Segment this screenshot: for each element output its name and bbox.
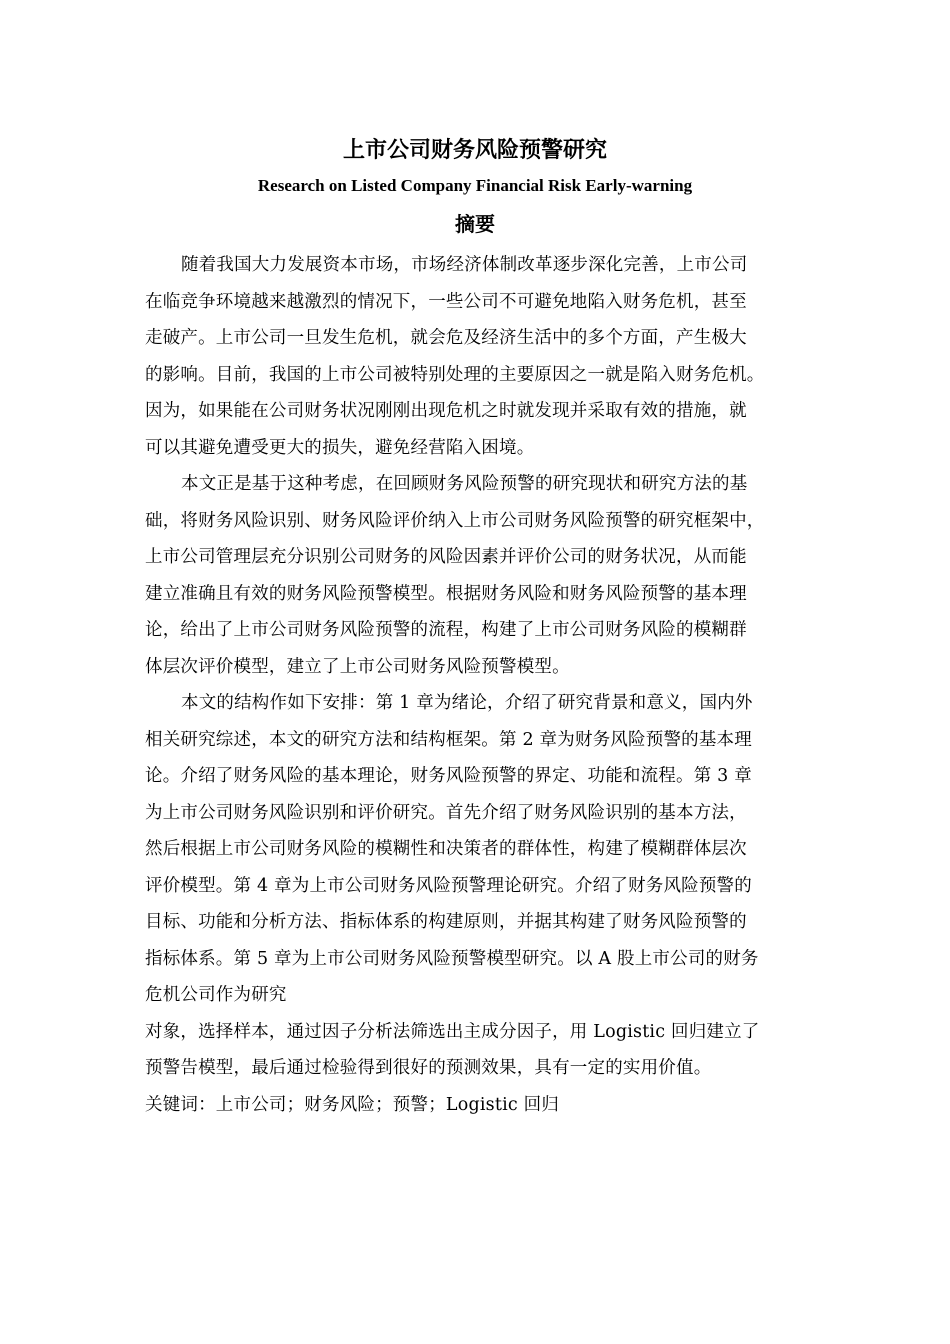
text-line: 可以其避免遭受更大的损失，避免经营陷入困境。 xyxy=(145,437,535,458)
text-line: 评价模型。第 4 章为上市公司财务风险预警理论研究。介绍了财务风险预警的 xyxy=(145,875,752,896)
text-line: 危机公司作为研究 xyxy=(145,985,287,1005)
page-title: 上市公司财务风险预警研究 xyxy=(342,138,607,163)
text-line: 论，给出了上市公司财务风险预警的流程，构建了上市公司财务风险的模糊群 xyxy=(145,620,747,640)
abstract-heading: 摘要 xyxy=(455,212,495,236)
text-line: 在临竞争环境越来越激烈的情况下，一些公司不可避免地陷入财务危机，甚至 xyxy=(145,291,747,312)
text-line: 因为，如果能在公司财务状况刚刚出现危机之时就发现并采取有效的措施，就 xyxy=(145,401,747,421)
text-line: 相关研究综述，本文的研究方法和结构框架。第 2 章为财务风险预警的基本理 xyxy=(145,729,752,750)
text-line: 然后根据上市公司财务风险的模糊性和决策者的群体性，构建了模糊群体层次 xyxy=(145,839,747,859)
text-line: 为上市公司财务风险识别和评价研究。首先介绍了财务风险识别的基本方法， xyxy=(145,802,747,823)
text-line: 随着我国大力发展资本市场，市场经济体制改革逐步深化完善，上市公司 xyxy=(181,255,748,275)
abstract-body xyxy=(145,247,805,1123)
text-line: 目标、功能和分析方法、指标体系的构建原则，并据其构建了财务风险预警的 xyxy=(145,912,747,932)
text-line: 本文正是基于这种考虑，在回顾财务风险预警的研究现状和研究方法的基 xyxy=(181,474,748,494)
text-line: 建立准确且有效的财务风险预警模型。根据财务风险和财务风险预警的基本理 xyxy=(145,583,747,604)
text-line: 上市公司管理层充分识别公司财务的风险因素并评价公司的财务状况，从而能 xyxy=(145,547,747,567)
text-line: 关键词：上市公司；财务风险；预警；Logistic 回归 xyxy=(145,1094,560,1115)
text-line: 论。介绍了财务风险的基本理论，财务风险预警的界定、功能和流程。第 3 章 xyxy=(145,766,752,786)
text-line: 走破产。上市公司一旦发生危机，就会危及经济生活中的多个方面，产生极大 xyxy=(145,328,747,348)
text-line: 指标体系。第 5 章为上市公司财务风险预警模型研究。以 A 股上市公司的财务 xyxy=(145,948,759,969)
text-line: 础，将财务风险识别、财务风险评价纳入上市公司财务风险预警的研究框架中， xyxy=(145,510,765,531)
text-line: 对象，选择样本，通过因子分析法筛选出主成分因子，用 Logistic 回归建立了 xyxy=(145,1021,760,1042)
text-line: 本文的结构作如下安排：第 1 章为绪论，介绍了研究背景和意义，国内外 xyxy=(181,693,753,713)
english-subtitle: Research on Listed Company Financial Risk Early-warning xyxy=(257,176,693,195)
text-line: 预警告模型，最后通过检验得到很好的预测效果，具有一定的实用价值。 xyxy=(145,1058,712,1078)
text-line: 体层次评价模型，建立了上市公司财务风险预警模型。 xyxy=(145,656,570,677)
text-line: 的影响。目前，我国的上市公司被特别处理的主要原因之一就是陷入财务危机。 xyxy=(145,364,765,385)
